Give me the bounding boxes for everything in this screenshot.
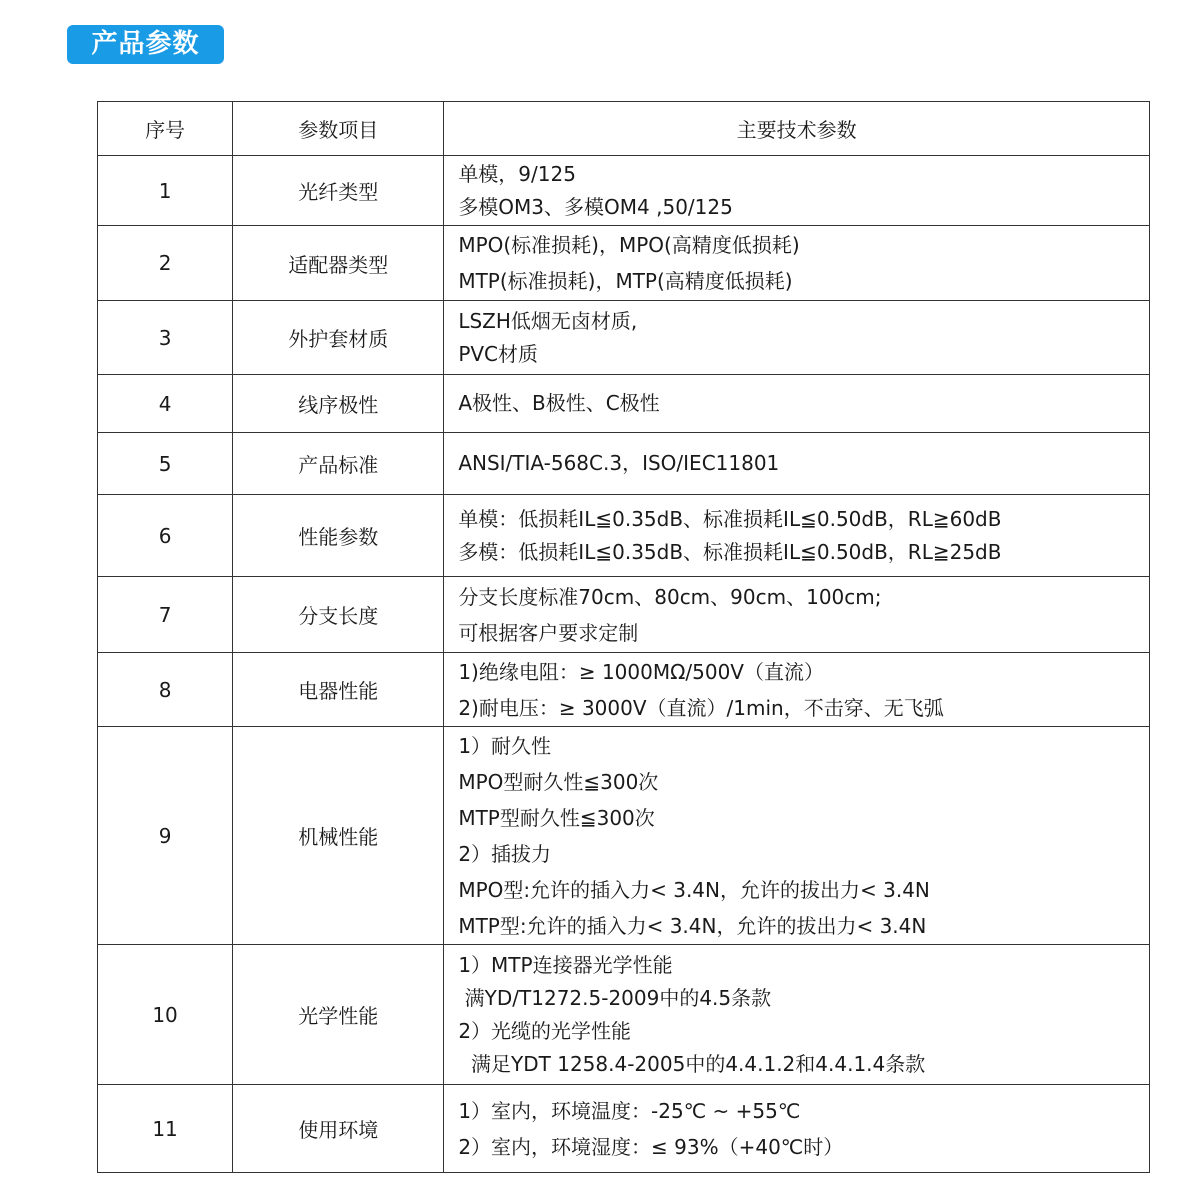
table-row (98, 301, 1150, 375)
row-item: 产品标准 (233, 433, 444, 495)
table-row (98, 727, 1150, 945)
spec-line: 1）耐久性 (458, 733, 552, 758)
spec-line: 2)耐电压：≥ 3000V（直流）/1min，不击穿、无飞弧 (458, 695, 944, 720)
spec-line: 满YD/T1272.5-2009中的4.5条款 (458, 985, 772, 1010)
row-number: 11 (98, 1085, 233, 1173)
spec-line: LSZH低烟无卤材质, (458, 308, 638, 333)
spec-line: 1）MTP连接器光学性能 (458, 952, 673, 977)
row-number: 4 (98, 375, 233, 433)
row-number: 9 (98, 727, 233, 945)
row-spec (444, 727, 1150, 945)
table-row (98, 577, 1150, 653)
spec-line: 单模，9/125 (458, 161, 576, 186)
spec-line: 单模：低损耗IL≦0.35dB、标准损耗IL≦0.50dB，RL≧60dB (458, 506, 1002, 531)
row-number: 5 (98, 433, 233, 495)
row-number: 2 (98, 226, 233, 301)
spec-line: 分支长度标准70cm、80cm、90cm、100cm; (458, 584, 882, 609)
row-item: 外护套材质 (233, 301, 444, 375)
row-item: 适配器类型 (233, 226, 444, 301)
table-row (98, 433, 1150, 495)
row-spec (444, 495, 1150, 577)
spec-line: MTP(标准损耗)，MTP(高精度低损耗) (458, 269, 793, 293)
row-item: 机械性能 (233, 727, 444, 945)
spec-line: 满足YDT 1258.4-2005中的4.4.1.2和4.4.1.4条款 (458, 1051, 926, 1076)
row-item: 使用环境 (233, 1085, 444, 1173)
spec-line: 1）室内，环境温度：-25℃ ~ +55℃ (458, 1098, 801, 1123)
spec-line: A极性、B极性、C极性 (458, 391, 660, 415)
spec-line: 多模：低损耗IL≦0.35dB、标准损耗IL≦0.50dB，RL≧25dB (458, 539, 1002, 564)
spec-line: MTP型耐久性≦300次 (458, 805, 655, 830)
table-row (98, 653, 1150, 727)
table-row (98, 156, 1150, 226)
product-parameters-table (97, 101, 1150, 1173)
spec-line: 2）光缆的光学性能 (458, 1018, 632, 1043)
table-row (98, 1085, 1150, 1173)
row-spec (444, 653, 1150, 727)
spec-line: MPO型耐久性≦300次 (458, 769, 659, 794)
row-number: 1 (98, 156, 233, 226)
spec-line: MPO型:允许的插入力< 3.4N，允许的拔出力< 3.4N (458, 877, 930, 902)
row-item: 光学性能 (233, 945, 444, 1085)
table-header-row (98, 102, 1150, 156)
spec-line: 2）插拔力 (458, 841, 552, 866)
spec-line: MPO(标准损耗)，MPO(高精度低损耗) (458, 233, 800, 257)
spec-line: 可根据客户要求定制 (458, 620, 639, 645)
table-row (98, 495, 1150, 577)
spec-line: PVC材质 (458, 341, 539, 366)
spec-line: 2）室内，环境湿度：≤ 93%（+40℃时） (458, 1134, 844, 1159)
row-spec (444, 301, 1150, 375)
row-item: 线序极性 (233, 375, 444, 433)
row-spec (444, 945, 1150, 1085)
row-spec (444, 577, 1150, 653)
row-number: 7 (98, 577, 233, 653)
row-spec (444, 375, 1150, 433)
row-item: 分支长度 (233, 577, 444, 653)
spec-line: 多模OM3、多模OM4 ,50/125 (458, 194, 733, 219)
row-number: 3 (98, 301, 233, 375)
table-row (98, 226, 1150, 301)
row-spec (444, 1085, 1150, 1173)
section-title-badge: 产品参数 (67, 25, 224, 64)
row-spec (444, 433, 1150, 495)
column-header-spec: 主要技术参数 (444, 102, 1150, 156)
row-number: 8 (98, 653, 233, 727)
column-header-item: 参数项目 (233, 102, 444, 156)
table-row (98, 945, 1150, 1085)
row-item: 电器性能 (233, 653, 444, 727)
column-header-no: 序号 (98, 102, 233, 156)
row-number: 6 (98, 495, 233, 577)
spec-line: 1)绝缘电阻：≥ 1000MΩ/500V（直流） (458, 659, 824, 684)
row-spec (444, 156, 1150, 226)
spec-line: ANSI/TIA-568C.3，ISO/IEC11801 (458, 451, 780, 475)
table-row (98, 375, 1150, 433)
row-spec (444, 226, 1150, 301)
row-item: 光纤类型 (233, 156, 444, 226)
spec-line: MTP型:允许的插入力< 3.4N，允许的拔出力< 3.4N (458, 913, 927, 938)
row-number: 10 (98, 945, 233, 1085)
row-item: 性能参数 (233, 495, 444, 577)
